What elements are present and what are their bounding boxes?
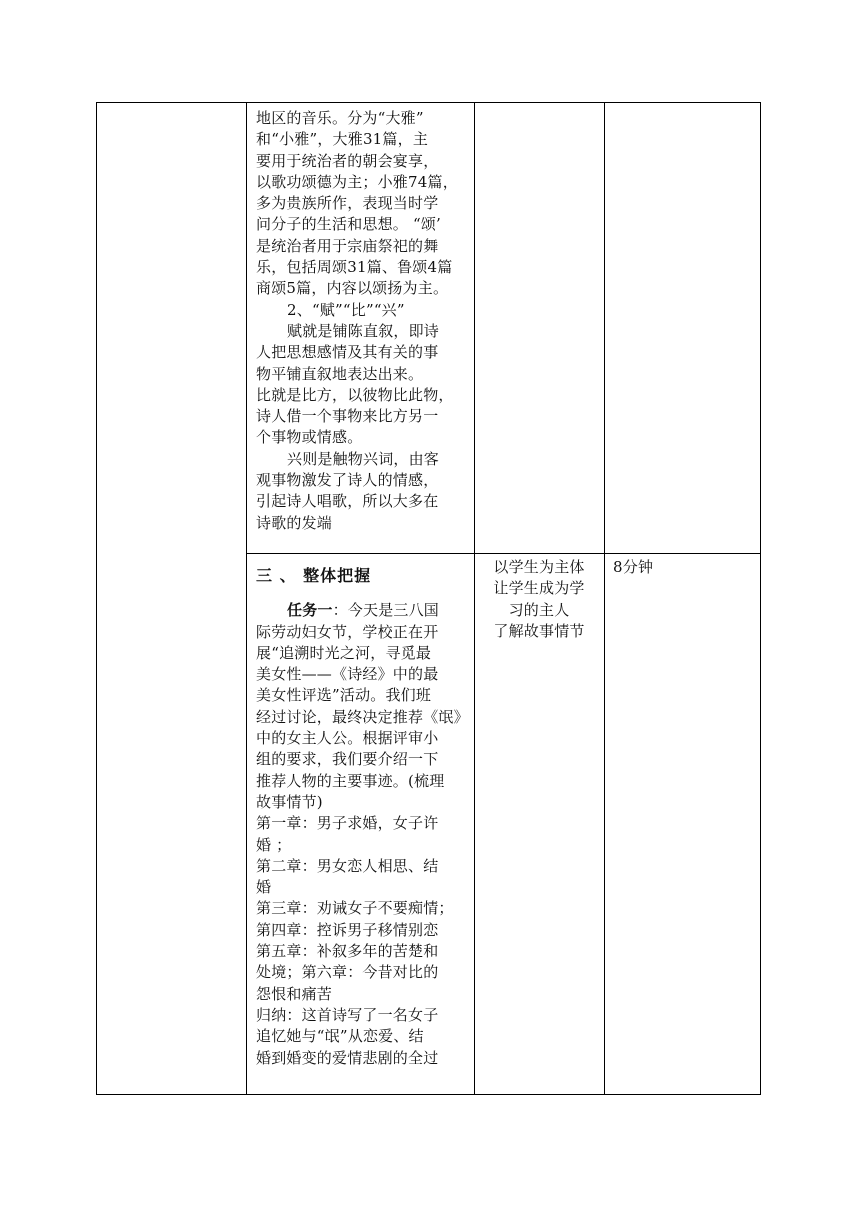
intent-line: 以学生为主体 bbox=[493, 558, 585, 576]
intent-line: 让学生成为学 bbox=[493, 579, 585, 598]
text-line: 引起诗人唱歌，所以大多在 bbox=[256, 492, 439, 511]
time-value: 8分钟 bbox=[613, 558, 654, 576]
text-line: 推荐人物的主要事迹。(梳理 bbox=[256, 771, 445, 790]
text-line: 个事物或情感。 bbox=[256, 428, 363, 447]
text-line: 比就是比方，以彼物比此物， bbox=[256, 385, 454, 404]
chapter-line: 第三章：劝诫女子不要痴情； bbox=[256, 899, 454, 918]
text-line: 地区的音乐。分为“大雅” bbox=[256, 109, 424, 127]
text-line: 故事情节) bbox=[256, 792, 323, 811]
chapter-line: 第五章：补叙多年的苦楚和 bbox=[256, 942, 439, 961]
summary-line: 归纳：这首诗写了一名女子 bbox=[256, 1005, 439, 1024]
text-line: 以歌功颂德为主；小雅74篇， bbox=[256, 172, 458, 191]
time-cell bbox=[613, 557, 753, 578]
text-line: 展“追溯时光之河，寻觅最 bbox=[256, 643, 432, 662]
text-line: 多为贵族所作，表现当时学 bbox=[256, 194, 439, 213]
text-line: 商颂5篇，内容以颂扬为主。 bbox=[256, 279, 449, 298]
chapter-line: 第一章：男子求婚，女子许 bbox=[256, 814, 439, 833]
text-line: 物平铺直叙地表达出来。 bbox=[256, 364, 424, 383]
row-divider bbox=[246, 553, 760, 554]
column-divider bbox=[246, 103, 247, 1094]
text-line: 经过讨论，最终决定推荐《氓》 bbox=[256, 707, 469, 726]
task-label: 任务一 bbox=[287, 601, 333, 620]
chapter-line: 第二章：男女恋人相思、结 bbox=[256, 856, 439, 875]
summary-line: 追忆她与“氓”从恋爱、结 bbox=[256, 1027, 424, 1046]
intent-line: 了解故事情节 bbox=[493, 621, 585, 640]
text-line: 和“小雅”，大雅31篇，主 bbox=[256, 130, 429, 149]
chapter-line: 第四章：控诉男子移情别恋 bbox=[256, 920, 439, 939]
text-line: 是统治者用于宗庙祭祀的舞 bbox=[256, 236, 439, 255]
chapter-line: 婚 ； bbox=[256, 835, 292, 854]
text-line: 组的要求，我们要介绍一下 bbox=[256, 750, 439, 769]
task-line bbox=[256, 600, 470, 621]
content-cell-upper bbox=[256, 108, 470, 534]
text-line: 美女性——《诗经》中的最 bbox=[256, 665, 439, 684]
lesson-plan-table bbox=[96, 102, 761, 1095]
text-line: 际劳动妇女节，学校正在开 bbox=[256, 622, 439, 641]
text-line: 赋就是铺陈直叙，即诗 bbox=[287, 321, 440, 340]
chapter-line: 婚 bbox=[256, 878, 272, 897]
text-line: 人把思想感情及其有关的事 bbox=[256, 343, 439, 362]
task-text: ：今天是三八国 bbox=[332, 601, 440, 620]
text-line: 观事物激发了诗人的情感， bbox=[256, 471, 439, 490]
column-divider bbox=[474, 103, 475, 1094]
content-cell-section3 bbox=[256, 565, 470, 1069]
text-line: 中的女主人公。根据评审小 bbox=[256, 729, 439, 748]
section-heading: 三 、 整体把握 bbox=[256, 566, 372, 585]
column-divider bbox=[604, 103, 605, 1094]
text-line: 兴则是触物兴词，由客 bbox=[287, 449, 440, 468]
design-intent-cell bbox=[477, 557, 601, 642]
text-line: 诗人借一个事物来比方另一 bbox=[256, 407, 439, 426]
summary-line: 婚到婚变的爱情悲剧的全过 bbox=[256, 1048, 439, 1067]
text-line: 乐，包括周颂31篇、鲁颂4篇 bbox=[256, 258, 453, 277]
chapter-line: 怨恨和痛苦 bbox=[256, 984, 333, 1003]
chapter-line: 处境；第六章：今昔对比的 bbox=[256, 963, 439, 982]
text-line: 美女性评选”活动。我们班 bbox=[256, 686, 432, 705]
intent-line: 习的主人 bbox=[508, 600, 570, 619]
text-line: 诗歌的发端 bbox=[256, 513, 333, 532]
text-line: 要用于统治者的朝会宴享， bbox=[256, 151, 439, 170]
text-line: 问分子的生活和思想。 “颂’ bbox=[256, 215, 442, 234]
subheading-fu-bi-xing: 2、“赋”“比”“兴” bbox=[287, 300, 405, 319]
